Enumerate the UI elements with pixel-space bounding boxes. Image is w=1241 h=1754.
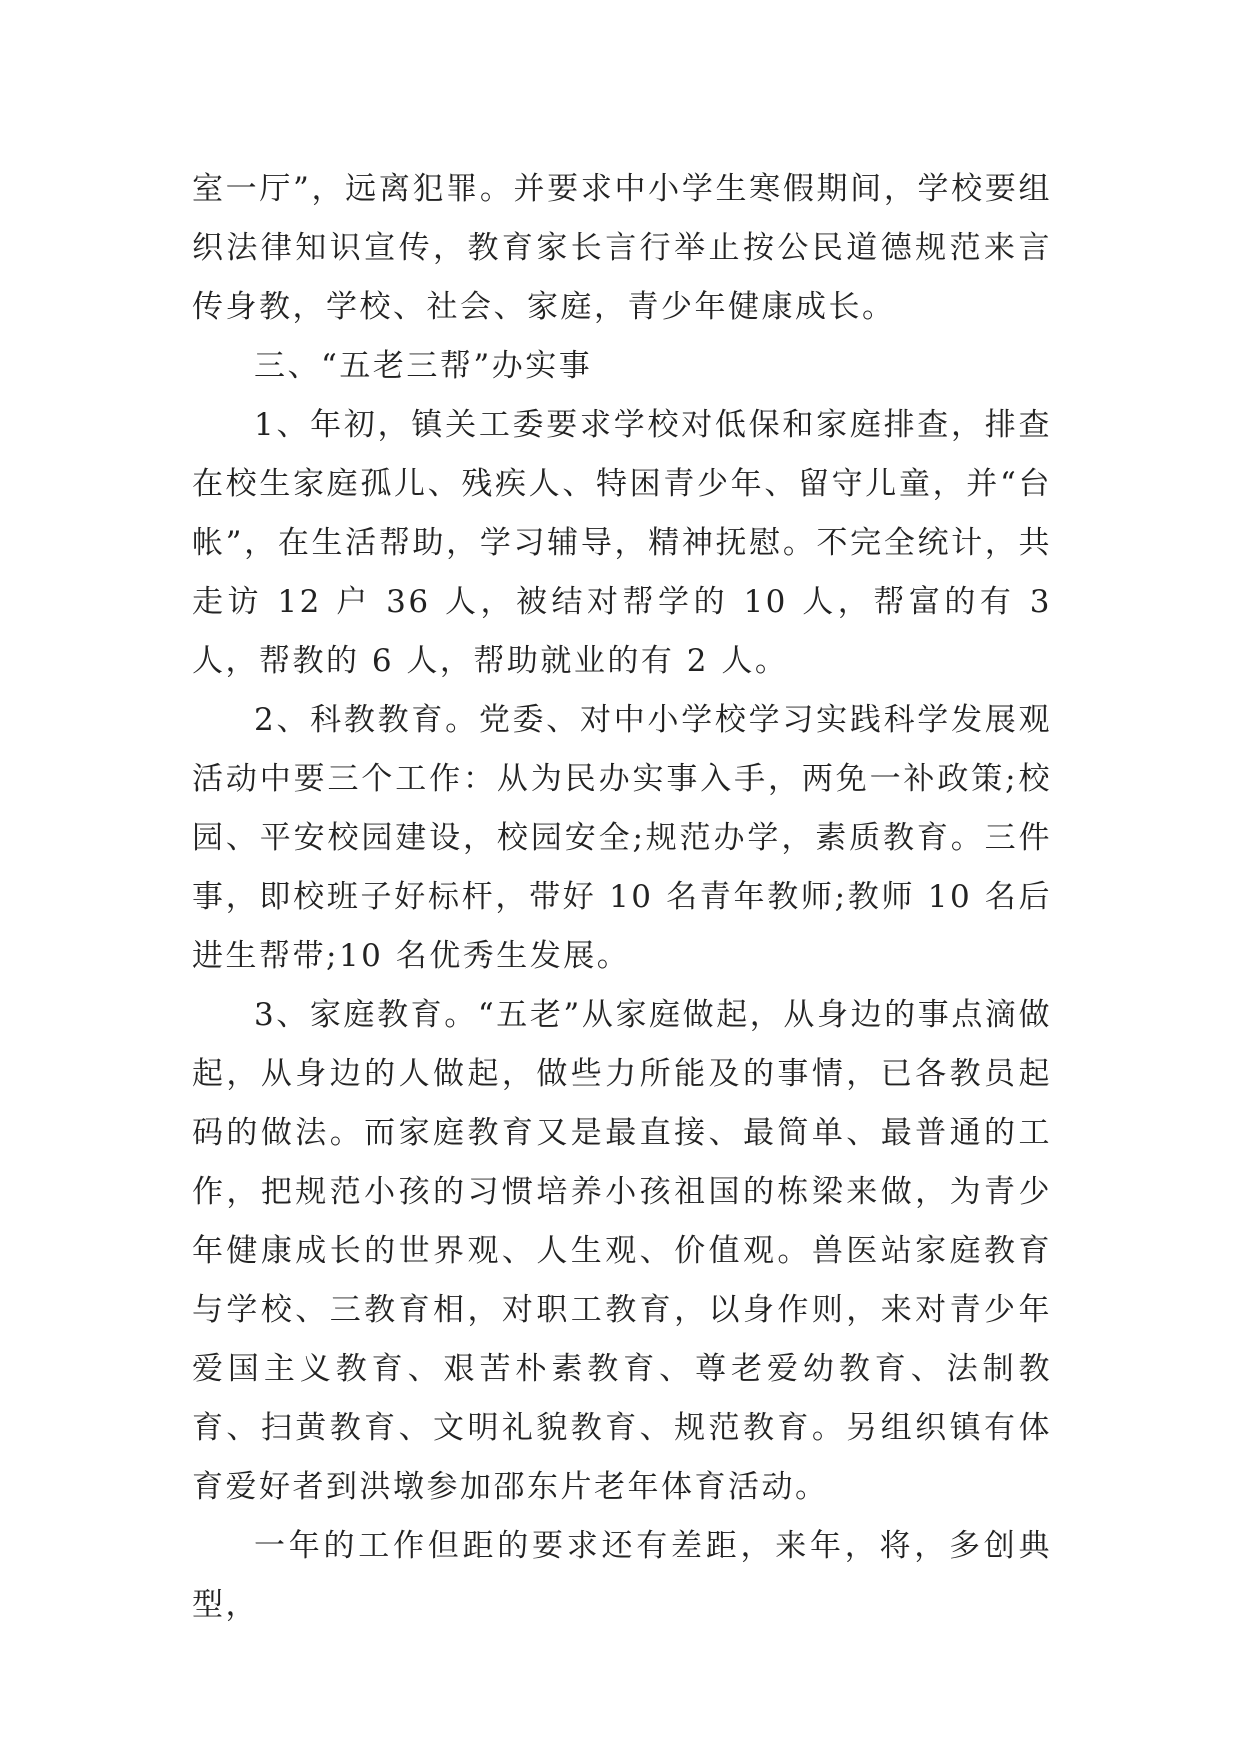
paragraph-closing: 一年的工作但距的要求还有差距，来年，将，多创典型， <box>192 1528 1052 1623</box>
paragraph-continuation: 室一厅”，远离犯罪。并要求中小学生寒假期间，学校要组织法律知识宣传，教育家长言行举止按公民道德规范来言传身教，学校、社会、家庭，青少年健康成长。 <box>192 171 1052 325</box>
paragraph-item-3: 3、家庭教育。“五老”从家庭做起，从身边的事点滴做起，从身边的人做起，做些力所能及的事情，已各教员起码的做法。而家庭教育又是最直接、最简单、最普通的工作，把规范小孩的习惯培养小孩祖国的栋梁来做，为青少年健康成长的世界观、人生观、价值观。兽医站家庭教育与学校、三教育相，对职工教育，以身作则，来对青少年爱国主义教育、艰苦朴素教育、尊老爱幼教育、法制教育、扫黄教育、文明礼貌教育、规范教育。另组织镇有体育爱好者到洪墩参加邵东片老年体育活动。 <box>192 997 1052 1505</box>
paragraph-item-2: 2、科教教育。党委、对中小学校学习实践科学发展观活动中要三个工作：从为民办实事入手，两免一补政策;校园、平安校园建设，校园安全;规范办学，素质教育。三件事，即校班子好标杆，带好 10 名青年教师;教师 10 名后进生帮带;10 名优秀生发展。 <box>192 702 1052 974</box>
section-heading: 三、“五老三帮”办实事 <box>254 348 593 384</box>
paragraph-item-1: 1、年初，镇关工委要求学校对低保和家庭排查，排查在校生家庭孤儿、残疾人、特困青少年、留守儿童，并“台帐”，在生活帮助，学习辅导，精神抚慰。不完全统计，共走访 12 户 36 人，被结对帮学的 10 人，帮富的有 3 人，帮教的 6 人，帮助就业的有 2 人。 <box>192 407 1052 679</box>
document-body <box>192 160 1052 1635</box>
